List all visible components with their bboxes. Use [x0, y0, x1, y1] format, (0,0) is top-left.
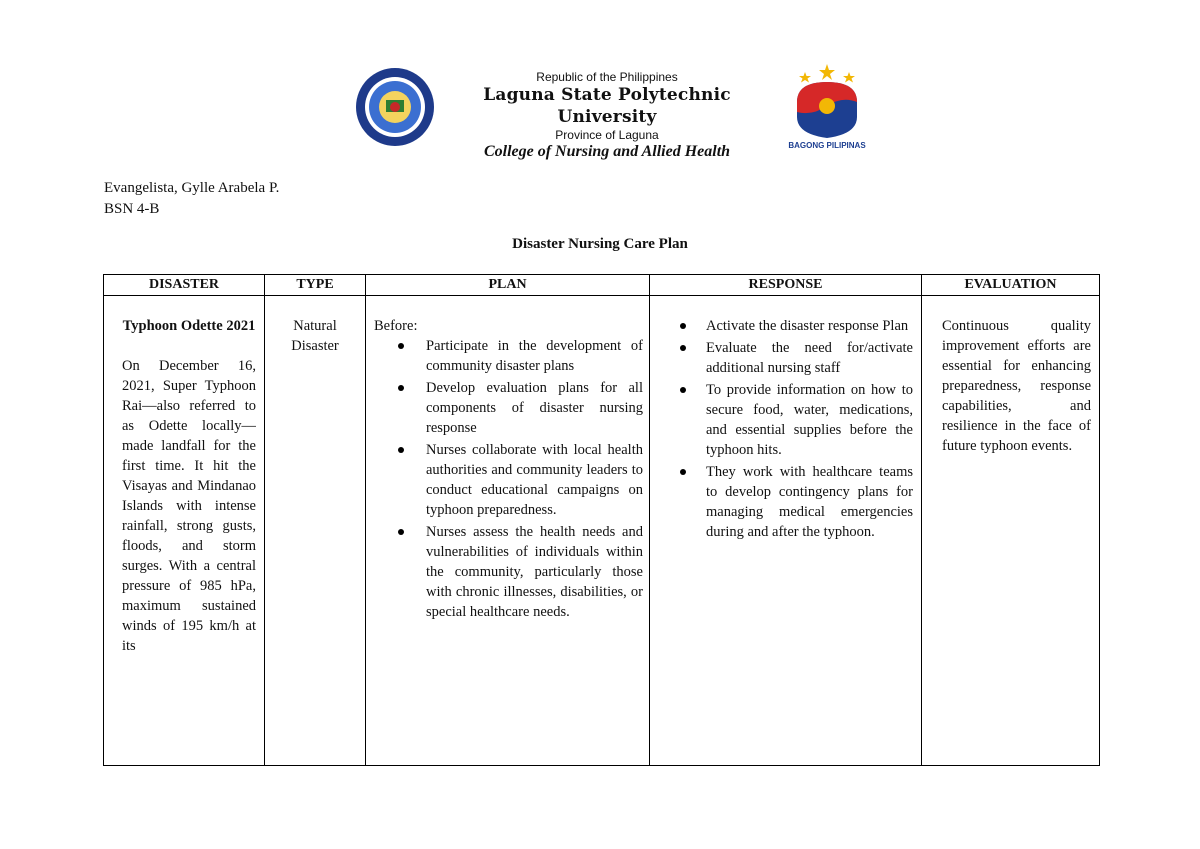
bagong-pilipinas-logo-icon: [787, 62, 867, 152]
list-item: Activate the disaster response Plan: [656, 316, 913, 336]
college-name: College of Nursing and Allied Health: [483, 143, 731, 160]
header-type: TYPE: [265, 275, 366, 296]
list-item: Evaluate the need for/activate additional nursing staff: [656, 338, 913, 378]
plan-cell: [366, 296, 650, 766]
header-response: RESPONSE: [650, 275, 922, 296]
page-title: Disaster Nursing Care Plan: [512, 236, 688, 252]
letterhead-text: [447, 70, 767, 162]
disaster-description: On December 16, 2021, Super Typhoon Rai—also referred to as Odette locally—made landfall for the first time. It hit the Visayas and Mindanao Islands with intense rainfall, strong gusts, floods, and storm surges. With a central pressure of 985 hPa, maximum sustained winds of 195 km/h at its: [122, 358, 256, 654]
response-cell: [650, 296, 922, 766]
response-list: [658, 316, 915, 542]
list-item: Develop evaluation plans for all components of disaster nursing response: [374, 378, 643, 438]
list-item: To provide information on how to secure food, water, medications, and essential supplies before the typhoon hits.: [656, 380, 913, 460]
bagong-pilipinas-text: BAGONG PILIPINAS: [788, 141, 866, 150]
republic-line: Republic of the Philippines: [536, 70, 678, 84]
letterhead: [355, 62, 875, 160]
province-line: Province of Laguna: [555, 128, 659, 142]
disaster-title: Typhoon Odette 2021: [122, 318, 256, 334]
list-item: Nurses collaborate with local health authorities and community leaders to conduct educational campaigns on typhoon preparedness.: [374, 440, 643, 520]
care-plan-table: [103, 274, 1100, 766]
type-cell: Natural Disaster: [265, 296, 366, 766]
list-item: They work with healthcare teams to develop contingency plans for managing medical emergencies during and after the typhoon.: [656, 462, 913, 542]
student-section: BSN 4-B: [104, 201, 160, 217]
university-name: Laguna State Polytechnic University: [483, 85, 731, 127]
plan-intro: Before:: [374, 318, 418, 334]
header-evaluation: EVALUATION: [922, 275, 1100, 296]
table-header-row: [104, 275, 1100, 296]
header-plan: PLAN: [366, 275, 650, 296]
table-row: [104, 296, 1100, 766]
plan-list: [374, 336, 643, 622]
list-item: Participate in the development of community disaster plans: [374, 336, 643, 376]
student-info: [104, 178, 279, 220]
university-seal-icon: [355, 67, 435, 147]
disaster-cell: [104, 296, 265, 766]
evaluation-cell: Continuous quality improvement efforts are essential for enhancing preparedness, response capabilities, and resilience in the face of future typhoon events.: [922, 296, 1100, 766]
list-item: Nurses assess the health needs and vulnerabilities of individuals within the community, particularly those with chronic illnesses, disabilities, or special healthcare needs.: [374, 522, 643, 622]
header-disaster: DISASTER: [104, 275, 265, 296]
student-name: Evangelista, Gylle Arabela P.: [104, 180, 280, 196]
